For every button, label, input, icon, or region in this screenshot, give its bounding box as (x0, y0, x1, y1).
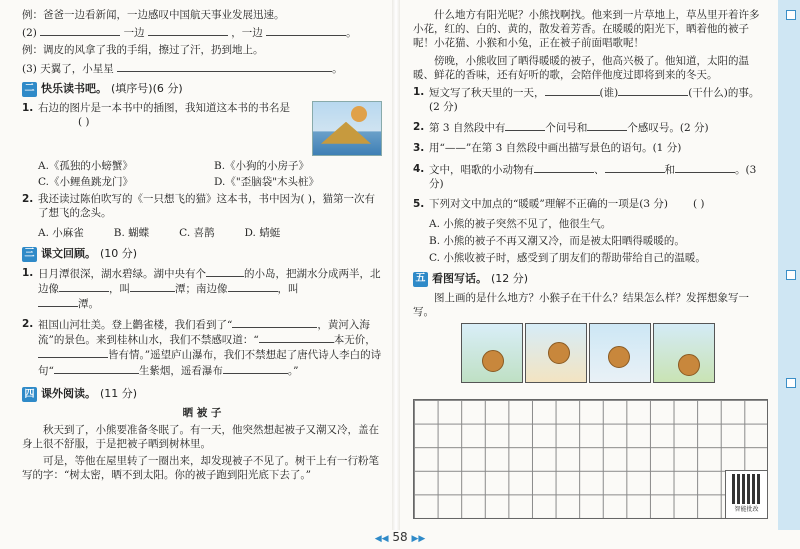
example-sentence-1: 例：爸爸一边看新闻，一边感叹中国航天事业发展迅速。 (22, 9, 285, 21)
book-illustration (312, 101, 382, 156)
option-a[interactable]: A.《孤独的小螃蟹》 (38, 159, 133, 172)
reading-question-1: 1. 短文写了秋天里的一天， (谁) (干什么)的事。(2 分) (413, 85, 760, 114)
comic-panel-4 (653, 323, 715, 383)
question-1: 1. 右边的图片是一本书中的插图，我知道这本书的书名是 ( ) (22, 101, 382, 156)
fill-line-2: (2) 一边 ，一边 。 (22, 27, 357, 40)
answer-paren[interactable]: ( ) (78, 115, 90, 128)
right-page (405, 0, 775, 530)
section-score: (10 分) (100, 246, 138, 260)
blank[interactable] (206, 266, 244, 277)
story-paragraph-3: 什么地方有阳光呢？小熊找啊找。他来到一片草地上，草丛里开着许多小花，红的、白的、黄的，散发着芳香。在暖暖的阳光下，晒着他的被子呢！小花猫、小猴和小兔，正在被子前面唱歌呢！ (413, 9, 760, 50)
blank[interactable] (587, 120, 627, 131)
section-title: 快乐读书吧。 (41, 81, 107, 95)
option-d[interactable]: D.《"歪脑袋"木头桩》 (214, 175, 320, 188)
option-a[interactable]: A. 小熊的被子突然不见了，他很生气。 (429, 218, 612, 231)
question-2-options (22, 226, 382, 240)
blank[interactable] (545, 85, 600, 96)
story-paragraph-2: 可是，等他在屋里转了一圈出来，却发现被子不见了。树干上有一行粉笔写的字：“树太密，晒不到太阳。你的被子跑到阳光底下去了。” (22, 455, 379, 482)
blank[interactable] (148, 25, 228, 36)
edge-tab-strip (778, 0, 800, 530)
writing-prompt: 图上画的是什么地方？小猴子在干什么？结果怎么样？发挥想象写一写。 (413, 291, 749, 318)
example-sentence-2: 例：调皮的风拿了我的手绢，擦过了汗，扔到地上。 (22, 44, 264, 57)
answer-paren[interactable]: ( ) (692, 197, 705, 210)
blank[interactable] (505, 120, 545, 131)
reading-question-2: 2. 第 3 自然段中有 个问号和 个感叹号。(2 分) (413, 121, 709, 135)
question-5-options (413, 217, 769, 266)
tab-marker-icon (786, 10, 796, 20)
fill-line-3: (3) 天翼了，小星星 。 (22, 62, 343, 75)
section-4-header (22, 387, 382, 402)
section-number: 二 (22, 82, 37, 97)
reading-question-3: 3. 用“——”在第 3 自然段中画出描写景色的语句。(1 分) (413, 142, 682, 155)
blank[interactable] (38, 347, 108, 358)
story-paragraph-1: 秋天到了，小熊要准备冬眠了。有一天，他突然想起被子又潮又冷，盖在身上很不舒服，于是把被子晒到树林里。 (22, 423, 379, 451)
section-score: (填序号)(6 分) (111, 81, 183, 95)
blank[interactable] (534, 162, 594, 173)
section-3-header (22, 247, 382, 262)
section-score: (11 分) (100, 386, 138, 400)
prev-arrow-icon: ◀◀ (374, 534, 389, 544)
option-b[interactable]: B. 蝴蝶 (113, 227, 150, 240)
option-c[interactable]: C.《小鲤鱼跳龙门》 (38, 175, 133, 188)
blank[interactable] (54, 363, 139, 374)
blank[interactable] (605, 162, 665, 173)
comic-panel-2 (525, 323, 587, 383)
blank[interactable] (130, 281, 175, 292)
story-title: 晒 被 子 (182, 406, 222, 419)
next-arrow-icon: ▶▶ (411, 534, 426, 544)
blank[interactable] (675, 162, 735, 173)
section-number: 五 (413, 272, 428, 287)
review-question-2: 2. 祖国山河壮美。登上鹳雀楼，我们看到了“ ，黄河入海流”的景色。来到桂林山水，我们不禁感叹道：“ 本无价，皆有情。”遥望庐山瀑布，我们不禁想起了唐代诗人李白的诗句“ 生紫烟，遥看瀑布 。” (22, 318, 382, 377)
page-number: ◀◀ 58 ▶▶ (374, 530, 426, 544)
option-c[interactable]: C. 喜鹊 (179, 227, 215, 240)
blank[interactable] (266, 25, 346, 36)
book-gutter (392, 0, 400, 530)
section-number: 四 (22, 387, 37, 402)
option-b[interactable]: B. 小熊的被子不再又潮又冷，而是被太阳晒得暖暖的。 (429, 235, 685, 248)
option-a[interactable]: A. 小麻雀 (38, 227, 84, 240)
blank[interactable] (232, 317, 317, 328)
section-title: 看图写话。 (432, 271, 487, 285)
tab-marker-icon (786, 378, 796, 388)
comic-panel-3 (589, 323, 651, 383)
story-paragraph-4: 傍晚，小熊收回了晒得暖暖的被子，他高兴极了。他知道，太阳的温暖、鲜花的香味，还有好听的歌，会陪伴他度过即将到来的冬天。 (413, 54, 749, 81)
blank[interactable] (38, 296, 78, 307)
section-title: 课外阅读。 (41, 386, 96, 400)
blank[interactable] (259, 332, 334, 343)
comic-panel-1 (461, 323, 523, 383)
section-score: (12 分) (491, 271, 529, 285)
blank[interactable] (228, 281, 278, 292)
section-5-header (413, 272, 769, 287)
comic-strip (461, 323, 769, 383)
blank[interactable] (117, 61, 332, 72)
option-c[interactable]: C. 小熊收被子时，感受到了朋友们的帮助带给自己的温暖。 (429, 252, 706, 265)
option-b[interactable]: B.《小狗的小房子》 (214, 159, 310, 172)
review-question-1: 1. 日月潭很深，湖水碧绿。湖中央有个 的小岛，把湖水分成两半，北边像 ，叫 潭；南边像 ，叫 潭。 (22, 266, 381, 310)
blank[interactable] (59, 281, 109, 292)
writing-grid[interactable] (413, 399, 768, 519)
blank[interactable] (223, 363, 288, 374)
blank[interactable] (618, 85, 688, 96)
reading-question-4: 4. 文中，唱歌的小动物有 、 和 。(3 分) (413, 162, 757, 190)
qr-label: 智能批改 (734, 506, 759, 513)
section-2-header (22, 82, 382, 97)
qr-code[interactable] (725, 470, 767, 518)
reading-question-5: 5. 下列对文中加点的“暖暖”理解不正确的一项是(3 分) ( ) (413, 197, 705, 210)
qr-code-icon (732, 474, 762, 504)
tab-marker-icon (786, 270, 796, 280)
question-2: 2. 我还读过陈伯吹写的《一只想飞的猫》这本书，书中因为( )，猫第一次有了想飞的念头。 (22, 193, 376, 220)
blank[interactable] (40, 25, 120, 36)
section-number: 三 (22, 247, 37, 262)
section-title: 课文回顾。 (41, 246, 96, 260)
option-d[interactable]: D. 蜻蜓 (244, 227, 281, 240)
question-1-options (22, 159, 382, 189)
left-page (8, 0, 388, 530)
